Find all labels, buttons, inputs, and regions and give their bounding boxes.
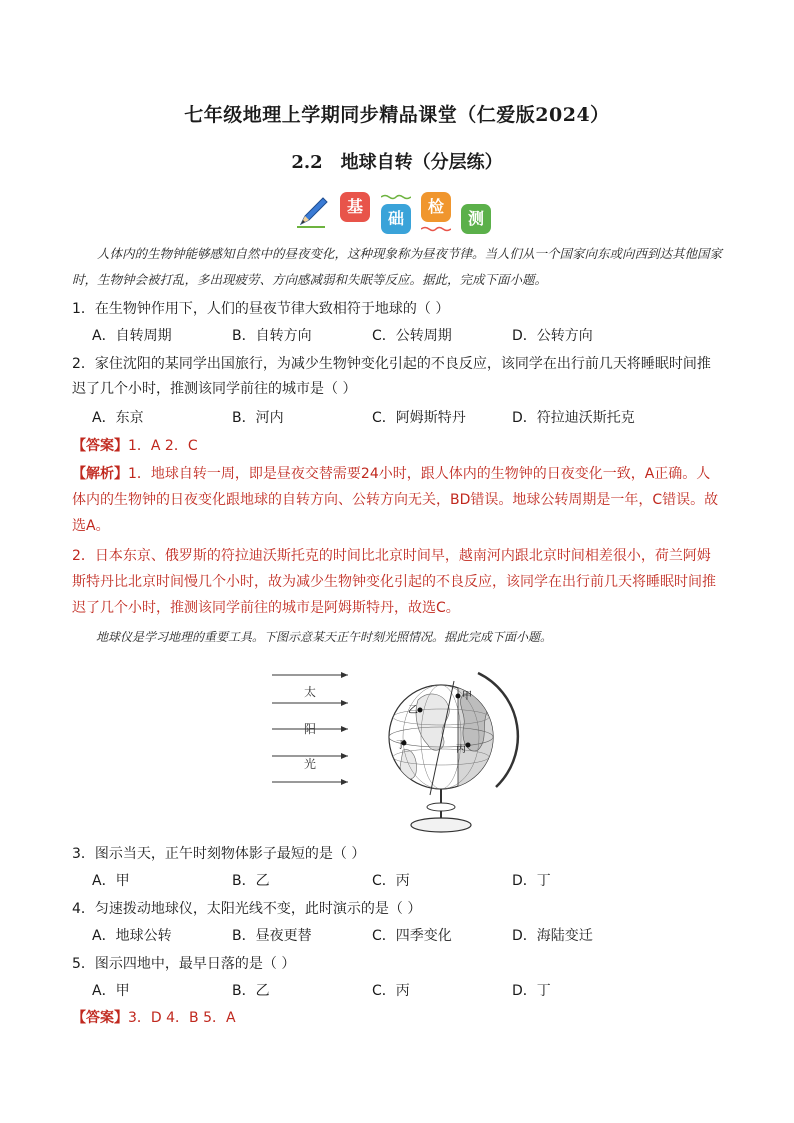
option-d: D．丁 [512,873,551,889]
question-2-options [92,406,732,430]
badge-jian: 检 [421,192,451,222]
badge-ji: 基 [340,192,370,222]
point-yi-label: 乙 [408,705,418,716]
option-a: A．甲 [92,983,130,999]
badge-ce: 测 [461,204,491,234]
option-a: A．东京 [92,410,144,426]
globe-stand [411,789,471,832]
point-jia-label: 甲 [462,691,472,702]
option-c: C．公转周期 [372,328,452,344]
question-4-options [92,924,732,948]
answer-text: 3．D 4．B 5．A [128,1010,236,1026]
page-title: 七年级地理上学期同步精品课堂（仁爱版2024） [184,104,610,126]
analysis-para-2: 2．日本东京、俄罗斯的符拉迪沃斯托克的时间比北京时间早，越南河内跟北京时间相差很小，荷兰阿姆斯特丹比北京时间慢几个小时，故为减少生物钟变化引起的不良反应，该同学在出行前几天将睡眠时间推迟了几个小时，推测该同学前往的城市是阿姆斯特丹，故选C。 [72,548,716,616]
point-bing-label: 丙 [456,744,466,755]
question-1-options [92,324,732,348]
option-b: B．河内 [232,410,284,426]
option-c: C．丙 [372,983,410,999]
question-3-options [92,869,732,893]
globe [389,673,528,805]
answer-block-2 [72,1005,724,1031]
analysis-para-1: 1．地球自转一周，即是昼夜交替需要24小时，跟人体内的生物钟的日夜变化一致，A正确。人体内的生物钟的日夜变化跟地球的自转方向、公转方向无关，BD错误。地球公转周期是一年，C错误。故选A。 [72,466,719,534]
option-d: D．符拉迪沃斯托克 [512,410,635,426]
option-b: B．乙 [232,873,270,889]
point-jia-marker [456,694,461,699]
option-d: D．丁 [512,983,551,999]
globe-diagram [268,655,528,835]
option-b: B．昼夜更替 [232,928,312,944]
globe-figure [268,655,528,835]
pencil-icon [295,194,331,230]
question-1: 1．在生物钟作用下，人们的昼夜节律大致相符于地球的（ ） [72,301,450,317]
point-yi-marker [418,708,423,713]
option-c: C．丙 [372,873,410,889]
wave-decoration [421,226,451,232]
question-5-options [92,979,732,1003]
question-5: 5．图示四地中，最早日落的是（ ） [72,956,296,972]
analysis-tag: 【解析】 [72,466,128,482]
option-c: C．四季变化 [372,928,452,944]
option-a: A．自转周期 [92,328,172,344]
wave-decoration [381,194,411,200]
question-2: 2．家住沈阳的某同学出国旅行，为减少生物钟变化引起的不良反应，该同学在出行前几天将睡眠时间推迟了几个小时，推测该同学前往的城市是（ ） [72,356,711,397]
question-4: 4．匀速拨动地球仪，太阳光线不变，此时演示的是（ ） [72,901,422,917]
reading-passage: 人体内的生物钟能够感知自然中的昼夜变化，这种现象称为昼夜节律。当人们从一个国家向东或向西到达其他国家时，生物钟会被打乱，多出现疲劳、方向感减弱和失眠等反应。据此，完成下面小题。 [72,246,723,287]
reading-passage-2: 地球仪是学习地理的重要工具。下图示意某天正午时刻光照情况。据此完成下面小题。 [96,630,553,644]
answer-tag: 【答案】 [72,1010,128,1026]
analysis-block-1 [72,461,724,539]
question-3: 3．图示当天，正午时刻物体影子最短的是（ ） [72,846,366,862]
option-d: D．公转方向 [512,328,593,344]
section-title [0,148,794,174]
option-a: A．甲 [92,873,130,889]
option-b: B．自转方向 [232,328,312,344]
option-a: A．地球公转 [92,928,172,944]
section-number: 2.2 [291,152,323,173]
answer-block-1 [72,433,724,459]
section-name: 地球自转（分层练） [340,152,503,173]
sun-label-3: 光 [304,757,317,771]
option-c: C．阿姆斯特丹 [372,410,466,426]
point-ding-label: 丁 [396,740,406,751]
answer-tag: 【答案】 [72,438,128,454]
sun-label-2: 阳 [304,722,317,736]
point-bing-marker [466,743,471,748]
basic-test-banner [295,190,505,234]
option-d: D．海陆变迁 [512,928,593,944]
badge-chu: 础 [381,204,411,234]
option-b: B．乙 [232,983,270,999]
sun-label-1: 太 [304,685,317,699]
answer-text: 1．A 2．C [128,438,198,454]
